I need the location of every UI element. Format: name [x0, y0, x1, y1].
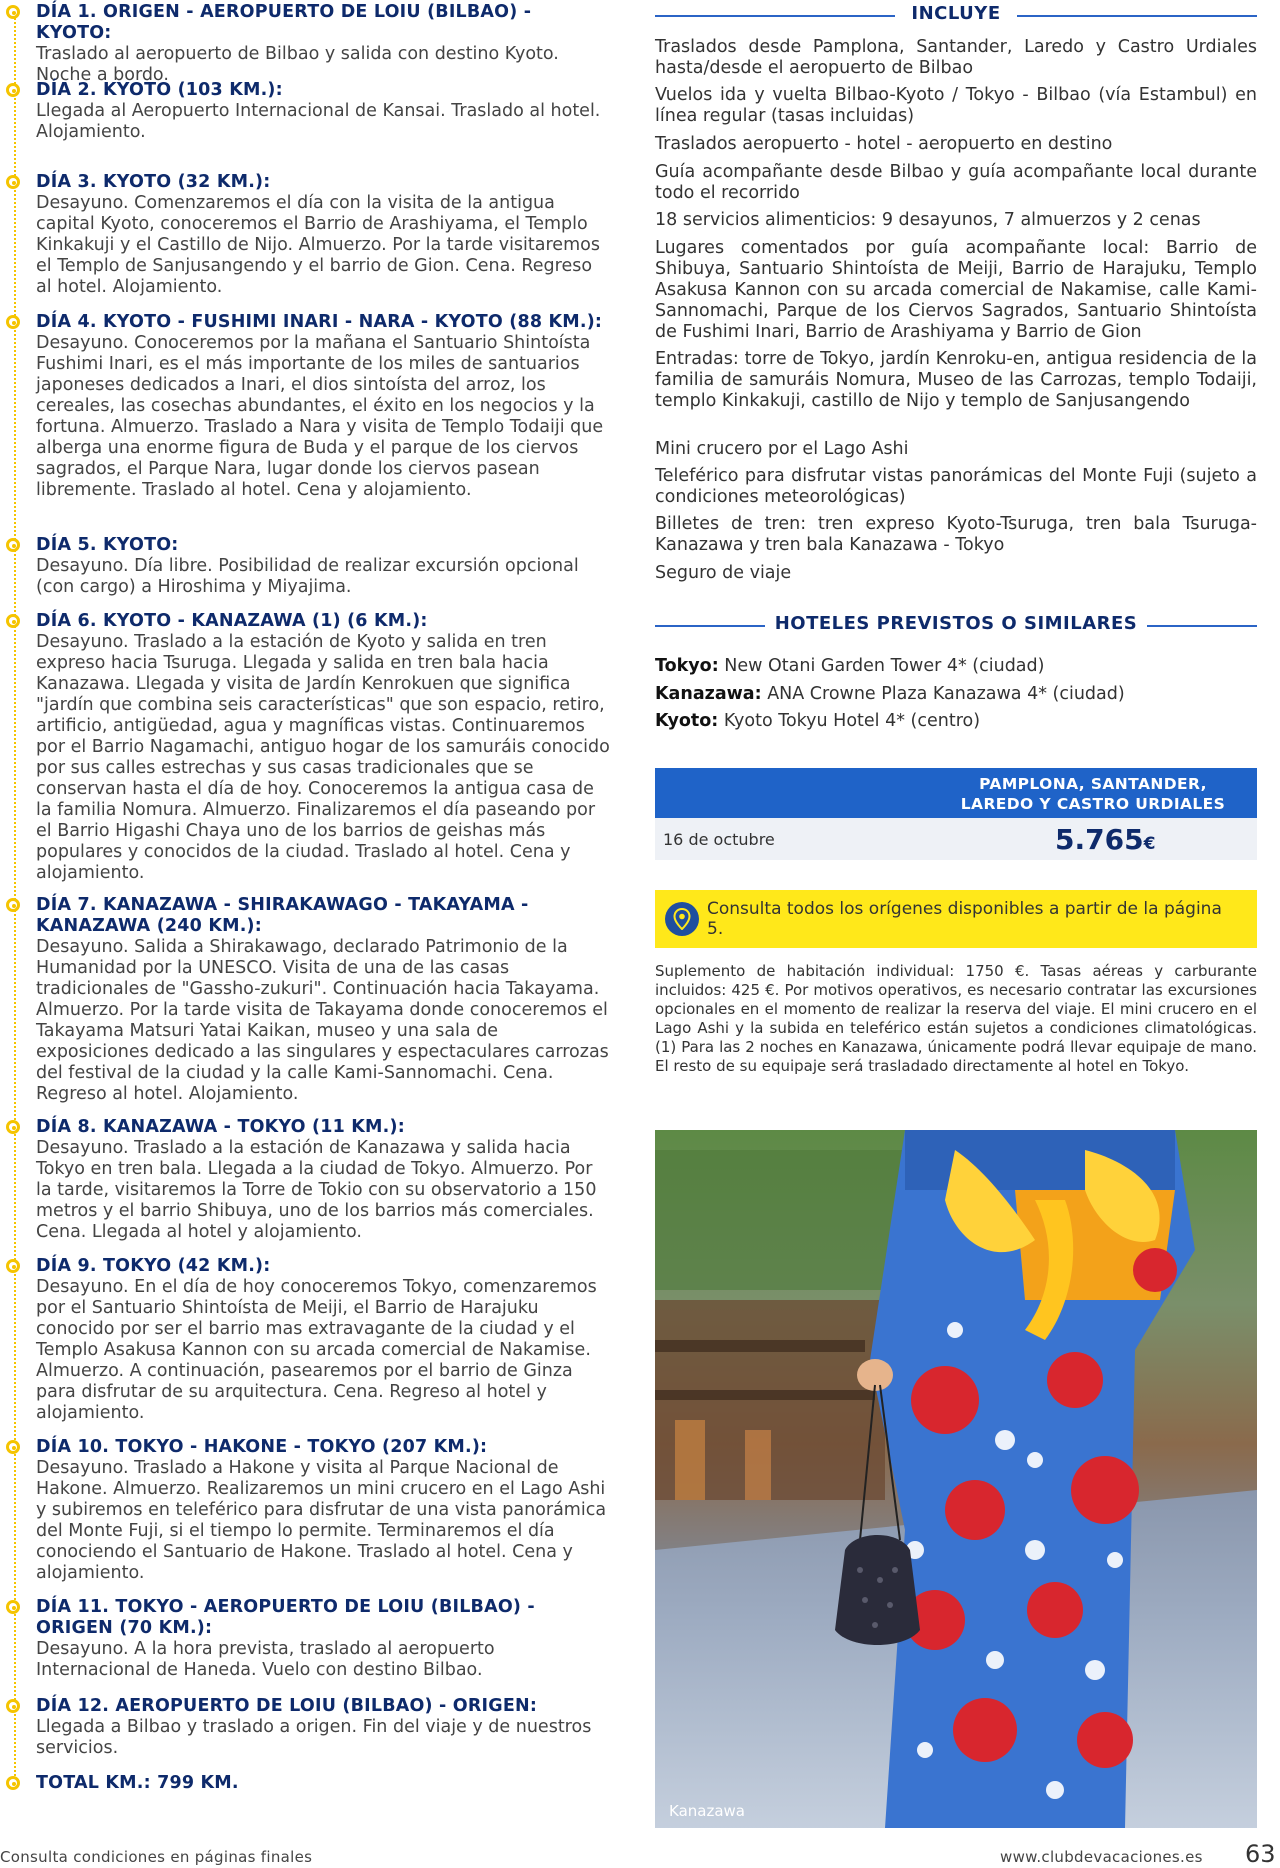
- photo-caption: Kanazawa: [669, 1802, 745, 1820]
- location-pin-icon: [665, 902, 699, 936]
- day-2: [0, 80, 610, 143]
- incluye-item: Lugares comentados por guía acompañante local: Barrio de Shibuya, Santuario Shintoísta de Meiji, Barrio de Harajuku, Templo Asakusa Kannon con su arcada comercial de Nakamise, calle Kami-Sannomachi, Parque de los Ciervos Sagrados, Santuario Shintoísta de Fushimi Inari, Barrio de Arashiyama y Barrio de Gion: [655, 238, 1257, 342]
- timeline-dot-icon: [6, 1120, 20, 1134]
- day-10: [0, 1437, 610, 1584]
- timeline-dot-icon: [6, 1699, 20, 1713]
- hotel-entry: [655, 656, 1257, 676]
- day-text: Desayuno. Traslado a la estación de Kanazawa y salida hacia Tokyo en tren bala. Llegada a la ciudad de Tokyo. Almuerzo. Por la tarde, visitaremos la Torre de Tokio con su observatorio a 150 metros y el barrio Shibuya, uno de los barrios más comerciales. Cena. Llegada al hotel y alojamiento.: [36, 1138, 597, 1242]
- price-table: [655, 768, 1257, 860]
- timeline-dot-icon: [6, 538, 20, 552]
- day-title: DÍA 2. KYOTO (103 KM.):: [36, 80, 283, 100]
- price-header: [655, 768, 1257, 818]
- day-11: [0, 1597, 610, 1681]
- hotel-city: Kyoto:: [655, 711, 719, 731]
- hoteles-heading: [655, 613, 1257, 639]
- day-title: DÍA 3. KYOTO (32 KM.):: [36, 172, 271, 192]
- incluye-heading: [655, 3, 1257, 29]
- incluye-title: INCLUYE: [911, 3, 1001, 24]
- day-title: DÍA 6. KYOTO - KANAZAWA (1) (6 KM.):: [36, 611, 428, 631]
- timeline-dot-icon: [6, 1776, 20, 1790]
- day-title: DÍA 9. TOKYO (42 KM.):: [36, 1256, 271, 1276]
- day-title: DÍA 8. KANAZAWA - TOKYO (11 KM.):: [36, 1117, 405, 1137]
- day-title: DÍA 5. KYOTO:: [36, 535, 179, 555]
- timeline-dot-icon: [6, 614, 20, 628]
- timeline-dot-icon: [6, 1600, 20, 1614]
- timeline-dot-icon: [6, 315, 20, 329]
- day-1: [0, 2, 610, 86]
- day-text: Desayuno. Traslado a la estación de Kyoto y salida en tren expreso hacia Tsuruga. Llegada y salida en tren bala hacia Kanazawa. Llegada y visita de Jardín Kenrokuen que significa "jardín que combina seis características" que son espacio, retiro, artificio, antigüedad, agua y magníficas vistas. Continuaremos por el Barrio Nagamachi, antiguo hogar de los samuráis conocido por sus calles estrechas y sus casas tradicionales que se conservan hasta el día de hoy. Conoceremos la antigua casa de la familia Nomura. Almuerzo. Finalizaremos el día paseando por el Barrio Higashi Chaya uno de los barrios de geishas más populares y conocidos de la ciudad. Traslado al hotel. Cena y alojamiento.: [36, 632, 610, 883]
- day-title: DÍA 11. TOKYO - AEROPUERTO DE LOIU (BILBAO) - ORIGEN (70 KM.):: [36, 1597, 535, 1638]
- incluye-item: Guía acompañante desde Bilbao y guía acompañante local durante todo el recorrido: [655, 162, 1257, 203]
- day-7: [0, 895, 610, 1105]
- kimono-illustration: [655, 1130, 1257, 1828]
- incluye-item: Mini crucero por el Lago Ashi: [655, 439, 909, 459]
- footer-website-link[interactable]: www.clubdevacaciones.es: [1000, 1848, 1203, 1866]
- price-value: 5.765: [1055, 823, 1144, 856]
- incluye-item: Entradas: torre de Tokyo, jardín Kenroku-en, antigua residencia de la familia de samuráis Nomura, Museo de las Carrozas, templo Todaiji, templo Kinkakuji, castillo de Nijo y templo de Sanjusangendo: [655, 349, 1257, 411]
- day-text: Desayuno. Comenzaremos el día con la visita de la antigua capital Kyoto, conoceremos el Barrio de Arashiyama, el Templo Kinkakuji y el Castillo de Nijo. Almuerzo. Por la tarde visitaremos el Templo de Sanjusangendo y el barrio de Gion. Cena. Regreso al hotel. Alojamiento.: [36, 193, 600, 297]
- day-5: [0, 535, 610, 598]
- supplement-text: Suplemento de habitación individual: 1750 €. Tasas aéreas y carburante incluidos: 425 €. Por motivos operativos, es necesario contratar las excursiones opcionales en el momento de realizar la reserva del viaje. El mini crucero en el Lago Ashi y la subida en teleférico están sujetos a condiciones climatológicas. (1) Para las 2 noches en Kanazawa, únicamente podrá llevar equipaje de mano. El resto de su equipaje será trasladado directamente al hotel en Tokyo.: [655, 962, 1257, 1075]
- day-text: Desayuno. Salida a Shirakawago, declarado Patrimonio de la Humanidad por la UNESCO. Visita de una de las casas tradicionales de "Gassho-zukuri". Continuación hacia Takayama. Almuerzo. Por la tarde visita de Takayama donde conoceremos el Takayama Matsuri Yatai Kaikan, museo y una sala de exposiciones dedicado a las singulares y espectaculares carrozas del festival de la ciudad y la calle Kami-Sannomachi. Cena. Regreso al hotel. Alojamiento.: [36, 937, 609, 1104]
- hotel-name: ANA Crowne Plaza Kanazawa 4* (ciudad): [767, 684, 1125, 704]
- incluye-item: Traslados aeropuerto - hotel - aeropuerto en destino: [655, 134, 1113, 154]
- total-km-label: TOTAL KM.: 799 KM.: [36, 1773, 239, 1793]
- timeline-dot-icon: [6, 1259, 20, 1273]
- price-origin-line1: PAMPLONA, SANTANDER,: [979, 775, 1207, 793]
- itinerary-column: [0, 0, 620, 1830]
- day-text: Desayuno. En el día de hoy conoceremos Tokyo, comenzaremos por el Santuario Shintoísta de Meiji, el Barrio de Harajuku conocido por ser el barrio mas extravagante de la ciudad y el Templo Asakusa Kannon con su arcada comercial de Nakamise. Almuerzo. A continuación, pasearemos por el barrio de Ginza para disfrutar de su arquitectura. Cena. Regreso al hotel y alojamiento.: [36, 1277, 597, 1423]
- day-text: Llegada al Aeropuerto Internacional de Kansai. Traslado al hotel. Alojamiento.: [36, 101, 601, 142]
- hotel-city: Kanazawa:: [655, 684, 762, 704]
- incluye-item: Teleférico para disfrutar vistas panorámicas del Monte Fuji (sujeto a condiciones meteorológicas): [655, 466, 1257, 507]
- day-text: Desayuno. Conoceremos por la mañana el Santuario Shintoísta Fushimi Inari, es el más importante de los miles de santuarios japoneses dedicados a Inari, el dios sintoísta del arroz, los cereales, las cosechas abundantes, el éxito en los negocios y la fortuna. Almuerzo. Traslado a Nara y visita de Templo Todaiji que alberga una enorme figura de Buda y el parque de los ciervos sagrados, el Parque Nara, lugar donde los ciervos pasean libremente. Traslado al hotel. Cena y alojamiento.: [36, 333, 604, 500]
- hotel-entry: [655, 711, 1257, 731]
- day-8: [0, 1117, 610, 1243]
- timeline-dot-icon: [6, 83, 20, 97]
- incluye-item: Vuelos ida y vuelta Bilbao-Kyoto / Tokyo - Bilbao (vía Estambul) en línea regular (tasas incluidas): [655, 85, 1257, 126]
- day-4: [0, 312, 610, 501]
- day-text: Traslado al aeropuerto de Bilbao y salida con destino Kyoto. Noche a bordo.: [36, 44, 559, 85]
- hotel-entry: [655, 684, 1257, 704]
- day-text: Desayuno. Traslado a Hakone y visita al Parque Nacional de Hakone. Almuerzo. Realizaremos un mini crucero en el Lago Ashi y subiremos en teleférico para disfrutar de una vista panorámica del Monte Fuji, si el tiempo lo permite. Terminaremos el día conociendo el Santuario de Hakone. Traslado al hotel. Cena y alojamiento.: [36, 1458, 607, 1583]
- day-3: [0, 172, 610, 298]
- day-title: DÍA 7. KANAZAWA - SHIRAKAWAGO - TAKAYAMA - KANAZAWA (240 KM.):: [36, 895, 529, 936]
- page-number: 63: [1245, 1840, 1276, 1868]
- day-title: DÍA 10. TOKYO - HAKONE - TOKYO (207 KM.):: [36, 1437, 488, 1457]
- footer-conditions: Consulta condiciones en páginas finales: [0, 1848, 313, 1866]
- notice-text: Consulta todos los orígenes disponibles a partir de la página 5.: [707, 899, 1222, 939]
- timeline-dot-icon: [6, 1440, 20, 1454]
- day-text: Desayuno. A la hora prevista, traslado al aeropuerto Internacional de Haneda. Vuelo con destino Bilbao.: [36, 1639, 495, 1680]
- timeline-dot-icon: [6, 175, 20, 189]
- departure-date: 16 de octubre: [663, 830, 775, 849]
- day-title: DÍA 12. AEROPUERTO DE LOIU (BILBAO) - ORIGEN:: [36, 1696, 538, 1716]
- timeline-dot-icon: [6, 5, 20, 19]
- day-title: DÍA 4. KYOTO - FUSHIMI INARI - NARA - KYOTO (88 KM.):: [36, 312, 603, 332]
- price-origin-line2: LAREDO Y CASTRO URDIALES: [960, 795, 1226, 813]
- hoteles-title: HOTELES PREVISTOS O SIMILARES: [774, 613, 1138, 634]
- incluye-item: Seguro de viaje: [655, 563, 792, 583]
- day-12: [0, 1696, 610, 1759]
- day-text: Desayuno. Día libre. Posibilidad de realizar excursión opcional (con cargo) a Hiroshima y Miyajima.: [36, 556, 579, 597]
- day-title: DÍA 1. ORIGEN - AEROPUERTO DE LOIU (BILBAO) - KYOTO:: [36, 2, 532, 43]
- hotel-city: Tokyo:: [655, 656, 719, 676]
- price-currency: €: [1143, 834, 1156, 854]
- hotel-name: Kyoto Tokyu Hotel 4* (centro): [723, 711, 981, 731]
- day-9: [0, 1256, 610, 1424]
- incluye-item: 18 servicios alimenticios: 9 desayunos, 7 almuerzos y 2 cenas: [655, 210, 1201, 230]
- origins-notice: [655, 890, 1257, 948]
- kimono-photo: [655, 1130, 1257, 1828]
- timeline-dot-icon: [6, 898, 20, 912]
- total-km: [0, 1773, 610, 1794]
- day-text: Llegada a Bilbao y traslado a origen. Fin del viaje y de nuestros servicios.: [36, 1717, 592, 1758]
- incluye-item: Billetes de tren: tren expreso Kyoto-Tsuruga, tren bala Tsuruga-Kanazawa y tren bala Kanazawa - Tokyo: [655, 514, 1257, 555]
- day-6: [0, 611, 610, 884]
- incluye-item: Traslados desde Pamplona, Santander, Laredo y Castro Urdiales hasta/desde el aeropuerto de Bilbao: [655, 37, 1257, 78]
- hotel-name: New Otani Garden Tower 4* (ciudad): [724, 656, 1045, 676]
- price-amount: [1055, 823, 1155, 856]
